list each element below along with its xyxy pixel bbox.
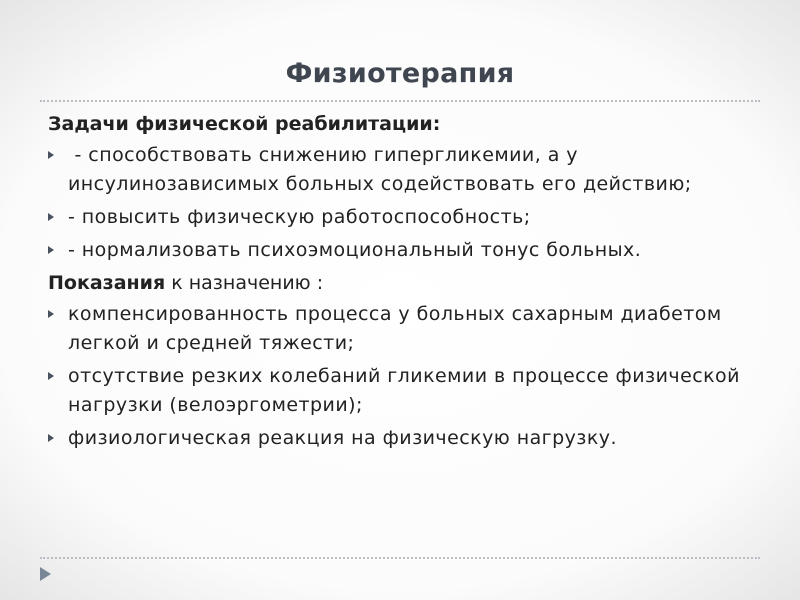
section-heading-indications	[48, 269, 748, 298]
triangle-bullet-icon	[48, 151, 54, 159]
section-heading-rest: к назначению :	[165, 272, 324, 294]
section-heading-bold: Показания	[48, 272, 166, 294]
list-item-text: отсутствие резких колебаний гликемии в процессе физической нагрузки (велоэргометрии);	[68, 365, 740, 416]
triangle-bullet-icon	[48, 310, 54, 318]
list-item	[48, 203, 748, 232]
list-item-text: физиологическая реакция на физическую нагрузку.	[68, 427, 617, 449]
list-item	[48, 362, 748, 420]
list-item-text: компенсированность процесса у больных сахарным диабетом легкой и средней тяжести;	[68, 303, 722, 354]
slide-content	[48, 110, 748, 457]
triangle-bullet-icon	[48, 434, 54, 442]
list-item	[48, 236, 748, 265]
list-item-text: - повысить физическую работоспособность;	[68, 206, 531, 228]
next-slide-arrow-icon[interactable]	[40, 567, 51, 581]
top-dotted-divider	[40, 100, 760, 102]
bottom-dotted-divider	[40, 557, 760, 559]
list-item-text: - нормализовать психоэмоциональный тонус больных.	[68, 239, 642, 261]
triangle-bullet-icon	[48, 213, 54, 221]
slide-title: Физиотерапия	[285, 58, 515, 89]
triangle-bullet-icon	[48, 372, 54, 380]
triangle-bullet-icon	[48, 246, 54, 254]
list-item	[48, 141, 748, 199]
list-item-text: - способствовать снижению гипергликемии, а у инсулинозависимых больных содействовать его действию;	[68, 144, 692, 195]
list-item	[48, 424, 748, 453]
section-heading-tasks: Задачи физической реабилитации:	[48, 113, 441, 135]
list-item	[48, 300, 748, 358]
